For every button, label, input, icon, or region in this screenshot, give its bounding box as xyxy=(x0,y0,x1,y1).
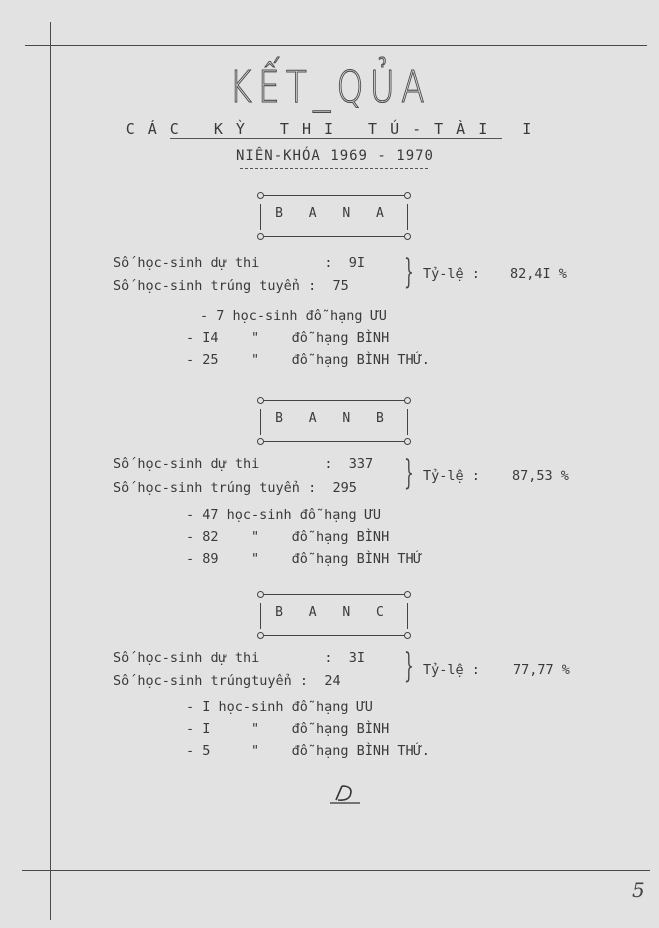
top-rule xyxy=(25,45,647,46)
left-margin-rule xyxy=(50,22,51,920)
section-c-passed: Số học-sinh trúngtuyển : 24 xyxy=(113,673,341,689)
section-a-rate-value: 82,4I % xyxy=(510,266,567,282)
section-b-label: B A N B xyxy=(275,411,393,426)
subtitle-underline xyxy=(170,138,502,139)
page-title: KẾT_QỦA xyxy=(229,62,431,113)
page-number: 5 xyxy=(632,878,645,902)
section-a-row-2: - I4 " đỗ hạng BÌNH xyxy=(186,330,390,346)
section-c-brace: } xyxy=(403,646,414,686)
section-c-label: B A N C xyxy=(275,605,393,620)
section-a-row-1: - 7 học-sinh đỗ hạng ƯU xyxy=(200,308,387,324)
section-c-row-1: - I học-sinh đỗ hạng ƯU xyxy=(186,699,373,715)
section-a-box xyxy=(260,195,408,237)
exam-subtitle: CÁC KỲ THI TÚ-TÀI I xyxy=(125,120,545,138)
section-a-brace: } xyxy=(403,252,414,292)
section-a-candidates: Số học-sinh dự thi : 9I xyxy=(113,255,365,271)
section-b-box xyxy=(260,400,408,442)
section-a-row-3: - 25 " đỗ hạng BÌNH THỨ. xyxy=(186,352,430,368)
section-b-passed: Số học-sinh trúng tuyển : 295 xyxy=(113,480,357,496)
section-b-candidates: Số học-sinh dự thi : 337 xyxy=(113,456,374,472)
section-c-box xyxy=(260,594,408,636)
section-b-row-3: - 89 " đỗ hạng BÌNH THỨ xyxy=(186,551,422,567)
section-a-label: B A N A xyxy=(275,206,393,221)
handwritten-mark xyxy=(330,782,360,804)
section-c-rate-value: 77,77 % xyxy=(513,662,570,678)
section-a-passed: Số học-sinh trúng tuyển : 75 xyxy=(113,278,349,294)
section-b-rate-value: 87,53 % xyxy=(512,468,569,484)
section-a-rate-label: Tỷ-lệ : xyxy=(423,266,480,282)
section-c-row-3: - 5 " đỗ hạng BÌNH THỨ. xyxy=(186,743,430,759)
section-b-row-2: - 82 " đỗ hạng BÌNH xyxy=(186,529,390,545)
bottom-rule xyxy=(22,870,650,871)
section-c-rate-label: Tỷ-lệ : xyxy=(423,662,480,678)
school-year: NIÊN-KHÓA 1969 - 1970 xyxy=(235,148,434,164)
section-b-brace: } xyxy=(403,453,414,493)
section-b-row-1: - 47 học-sinh đỗ hạng ƯU xyxy=(186,507,382,523)
section-c-row-2: - I " đỗ hạng BÌNH xyxy=(186,721,390,737)
section-c-candidates: Số học-sinh dự thi : 3I xyxy=(113,650,365,666)
year-underline xyxy=(240,168,428,169)
section-b-rate-label: Tỷ-lệ : xyxy=(423,468,480,484)
